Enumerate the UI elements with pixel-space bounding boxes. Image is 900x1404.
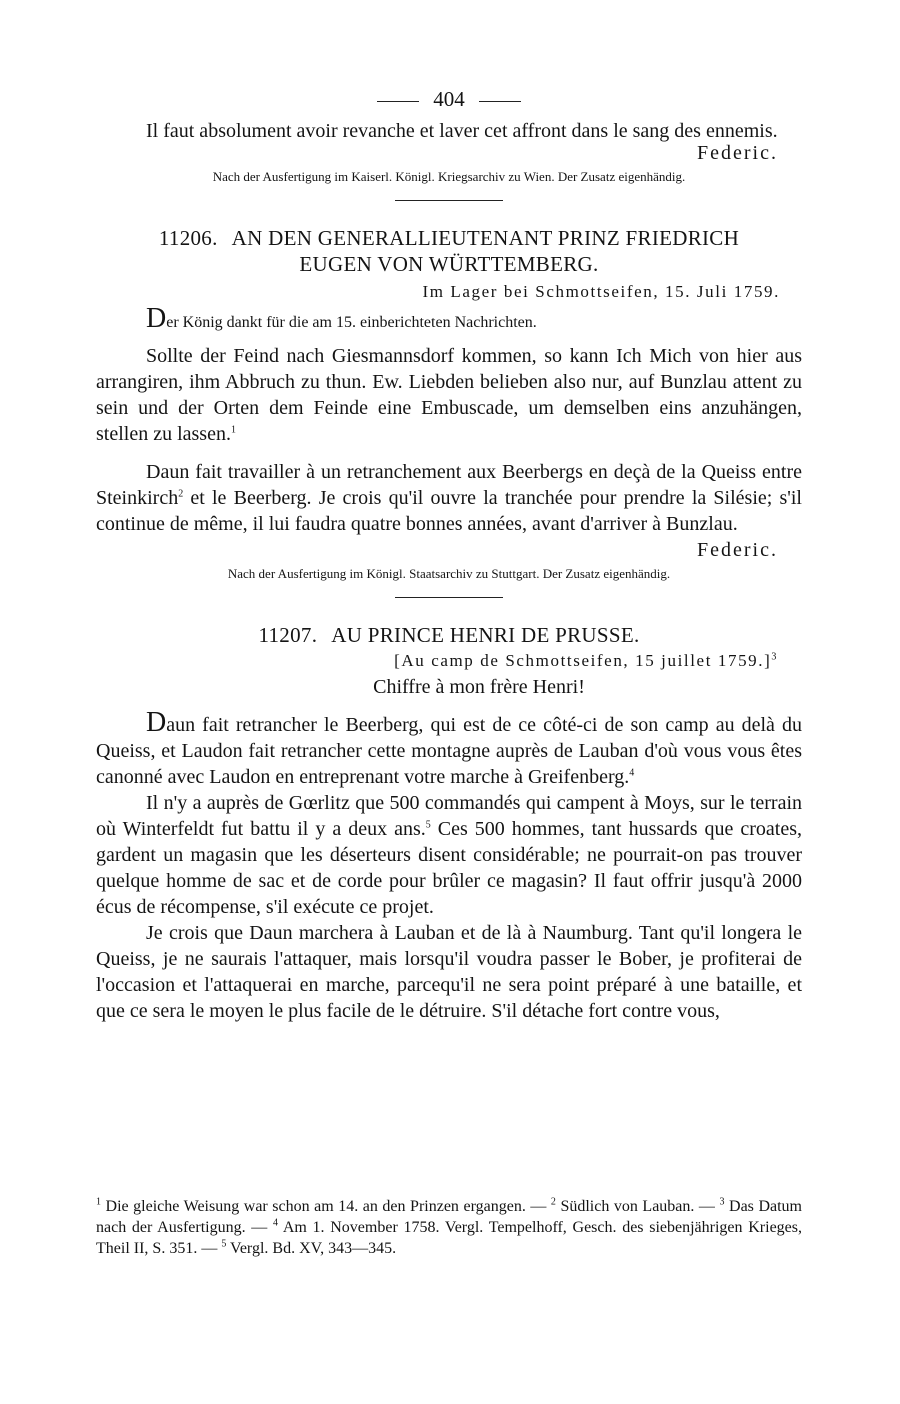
letter-11206-paragraph-1 [96, 343, 802, 447]
heading-line-1: AU PRINCE HENRI DE PRUSSE. [331, 623, 640, 647]
intro-text: Il faut absolument avoir revanche et laver cet affront dans le sang des ennemis. [146, 120, 778, 142]
section-divider [395, 597, 503, 598]
letter-11207-heading [96, 622, 802, 648]
header-dash-left [377, 101, 419, 102]
footnote-mark: 2 [550, 1196, 556, 1208]
intro-source-note: Nach der Ausfertigung im Kaiserl. Königl. Kriegsarchiv zu Wien. Der Zusatz eigenhändig. [212, 169, 686, 184]
page-header [96, 80, 802, 118]
intro-signature: Federic. [697, 142, 778, 164]
letter-11207-title: Chiffre à mon frère Henri! [373, 676, 585, 698]
footnote-mark: 1 [96, 1196, 101, 1208]
header-dash-right [479, 101, 521, 102]
footnote-5 [221, 1240, 396, 1257]
footnotes [96, 1196, 802, 1259]
section-divider [395, 200, 503, 201]
heading-line-1: AN DEN GENERALLIEUTENANT PRINZ FRIEDRICH [231, 226, 740, 250]
letter-11206-signature: Federic. [697, 539, 778, 561]
footnote-mark: 5 [221, 1238, 227, 1250]
page-content [96, 80, 802, 1024]
paragraph-text: et le Beerberg. Je crois qu'il ouvre la tranchée pour prendre la Silésie; s'il continue de même, il lui faudra quatre bonnes années, avant d'arriver à Bunzlau. [96, 487, 802, 535]
letter-11206-dateline: Im Lager bei Schmottseifen, 15. Juli 1759. [422, 282, 780, 301]
letter-11207-dateline [96, 648, 802, 674]
heading-line-2: EUGEN VON WÜRTTEMBERG. [299, 252, 599, 276]
footnote-ref: 5 [425, 819, 431, 831]
paragraph-text: Daun fait travailler à un retranchement aux Beerbergs en deçà de la Queiss entre Steinkirch [96, 461, 802, 509]
footnote-text: Die gleiche Weisung war schon am 14. an den Prinzen ergangen. — [101, 1198, 551, 1215]
letter-11207-paragraph-3: Je crois que Daun marchera à Lauban et de là à Naumburg. Tant qu'il longera le Queiss, je ne saurais l'attaquer, mais lorsqu'il voudra passer le Bober, je profiterai de l'occasion et l'attaquerai en marche, parcequ'il ne sera point préparé à une bataille, et que ce sera le moyen le plus facile de le détruire. S'il détache fort contre vous, [96, 922, 802, 1022]
dateline-text: [Au camp de Schmottseifen, 15 juillet 1759.] [394, 651, 772, 670]
paragraph-text: aun fait retrancher le Beerberg, qui est de ce côté-ci de son camp au delà du Queiss, et Laudon fait retrancher cette montagne auprès de Lauban d'où vous vous êtes canonné avec Laudon en entreprenant votre marche à Greifenberg. [96, 714, 802, 788]
letter-11206-source-note: Nach der Ausfertigung im Königl. Staatsarchiv zu Stuttgart. Der Zusatz eigenhändig. [227, 566, 671, 581]
footnote-text: Am 1. November 1758. Vergl. Tempelhoff, Gesch. des siebenjährigen Krieges, Theil II, S. 351. — [96, 1219, 803, 1257]
letter-number: 11206. [158, 226, 218, 250]
paragraph-text: Sollte der Feind nach Giesmannsdorf kommen, so kann Ich Mich von hier aus arrangiren, ihm Abbruch zu thun. Ew. Liebden belieben also nur, auf Bunzlau attent zu sein und der Orten dem Feinde eine Embuscade, um demselben eins anzuhängen, stellen zu lassen. [96, 345, 802, 445]
footnote-1 [96, 1198, 551, 1215]
paragraph-initial: D [146, 707, 167, 738]
page-number: 404 [433, 87, 465, 111]
paragraph-text: Ces 500 hommes, tant hussards que croates, gardent un magasin que les déserteurs disent considérable; ne pourrait-on pas trouver quelque homme de sac et de corde pour brûler ce magasin? Il faut offrir jusqu'à 2000 écus de récompense, s'il exécute ce projet. [96, 818, 802, 918]
footnote-text: Das Datum nach der Ausfertigung. — [96, 1198, 802, 1236]
footnote-ref: 3 [771, 651, 778, 663]
letter-11207-paragraph-1 [96, 707, 802, 790]
footnote-mark: 3 [719, 1196, 725, 1208]
footnote-2 [551, 1198, 720, 1215]
footnote-text: Südlich von Lauban. — [555, 1198, 720, 1215]
letter-11206-summary [96, 303, 802, 335]
footnote-ref: 2 [178, 488, 184, 500]
letter-number: 11207. [258, 623, 318, 647]
footnote-ref: 4 [629, 767, 635, 779]
letter-11207-paragraph-2 [96, 790, 802, 920]
paragraph-text: Il n'y a auprès de Gœrlitz que 500 commandés qui campent à Moys, sur le terrain où Winterfeldt fut battu il y a deux ans. [96, 792, 802, 840]
footnote-ref: 1 [230, 424, 236, 436]
letter-11206-heading [96, 225, 802, 277]
footnote-text: Vergl. Bd. XV, 343—345. [226, 1240, 397, 1257]
summary-text: er König dankt für die am 15. einberichteten Nachrichten. [166, 314, 537, 331]
footnote-mark: 4 [273, 1217, 279, 1229]
summary-initial: D [146, 303, 167, 334]
letter-11206-paragraph-2 [96, 459, 802, 537]
